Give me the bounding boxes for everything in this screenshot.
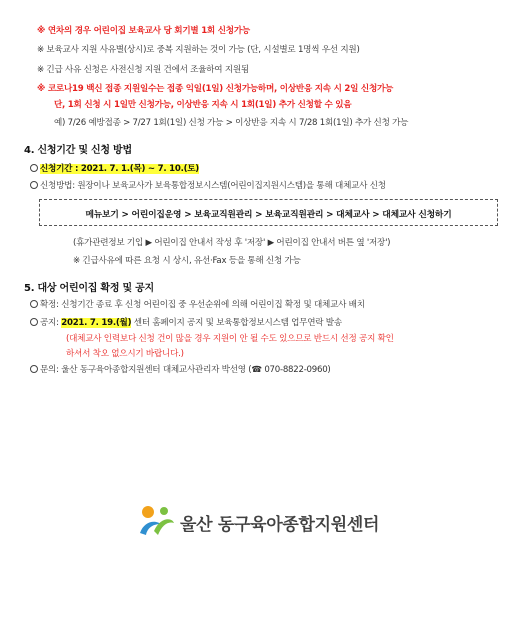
- note-annual-leave: [37, 25, 250, 37]
- application-period: [30, 163, 199, 175]
- section4-heading: 4. 신청기간 및 신청 방법: [24, 145, 132, 156]
- notice-rest: 센터 홈페이지 공지 및 보육통합정보시스템 업무연락 발송: [131, 318, 342, 328]
- inquiry-text: 문의: 울산 동구육아종합지원센터 대체교사관리자 박선영 (☎ 070-8822-0960): [40, 365, 331, 375]
- note-example: 예) 7/26 예방접종 > 7/27 1회(1일) 신청 가능 > 이상반응 지속 시 7/28 1회(1일) 추가 신청 가능: [54, 118, 409, 128]
- confirmation: [30, 299, 365, 311]
- center-logo-text: 울산 동구육아종합지원센터: [180, 515, 380, 535]
- circle-bullet-icon: [30, 300, 38, 308]
- save-instructions: (휴가관련정보 기입 ▶ 어린이집 안내서 작성 후 '저장' ▶ 어린이집 안내서 버튼 옆 '저장'): [73, 238, 391, 248]
- circle-bullet-icon: [30, 365, 38, 373]
- notice-warning-cont: 하셔서 착오 없으시기 바랍니다.): [66, 349, 184, 359]
- application-method: [30, 180, 386, 192]
- circle-bullet-icon: [30, 181, 38, 189]
- circle-bullet-icon: [30, 318, 38, 326]
- center-logo-mark-icon: [136, 503, 176, 539]
- notice-warning: (대체교사 인력보다 신청 건이 많을 경우 지원이 안 될 수도 있으므로 반드시 선정 공지 확인: [66, 334, 394, 344]
- note-covid-vaccine: ※ 코로나19 백신 접종 지원일수는 접종 익일(1일) 신청가능하며, 이상반응 지속 시 2일 신청가능: [37, 84, 394, 94]
- note-emergency: ※ 긴급 사유 신청은 사전신청 지원 건에서 조율하여 지원됨: [37, 65, 249, 75]
- application-method-text: 신청방법: 원장이나 보육교사가 보육통합정보시스템(어린이집지원시스템)을 통해 대체교사 신청: [40, 181, 386, 191]
- note-duplicate-support: ※ 보육교사 지원 사유별(상시)로 중복 지원하는 것이 가능 (단, 시설별로 1명씩 우선 지원): [37, 45, 360, 55]
- notice-prefix: 공지:: [40, 318, 62, 328]
- center-logo: [136, 503, 406, 539]
- application-period-text: 신청기간 : 2021. 7. 1.(목) ~ 7. 10.(토): [40, 164, 199, 174]
- note-annual-leave-text: 연차의 경우 어린이집 보육교사 당 회기별 1회 신청가능: [47, 26, 250, 36]
- emergency-request-note: ※ 긴급사유에 따른 요청 시 상시, 유선·Fax 등을 통해 신청 가능: [73, 256, 301, 266]
- notice: [30, 317, 342, 329]
- menu-path-box: [39, 199, 498, 226]
- note-mark: ※: [37, 26, 48, 36]
- circle-bullet-icon: [30, 164, 38, 172]
- notice-date: 2021. 7. 19.(월): [61, 318, 132, 328]
- inquiry: [30, 364, 331, 376]
- menu-path: 메뉴보기 > 어린이집운영 > 보육교직원관리 > 보육교직원관리 > 대체교사 > 대체교사 신청하기: [85, 210, 452, 220]
- section5-heading: 5. 대상 어린이집 확정 및 공지: [24, 283, 154, 294]
- note-covid-vaccine-cont: 단, 1회 신청 시 1일만 신청가능, 이상반응 지속 시 1회(1일) 추가 신청할 수 있음: [54, 100, 352, 110]
- confirmation-text: 확정: 신청기간 종료 후 신청 어린이집 중 우선순위에 의해 어린이집 확정 및 대체교사 배치: [40, 300, 365, 310]
